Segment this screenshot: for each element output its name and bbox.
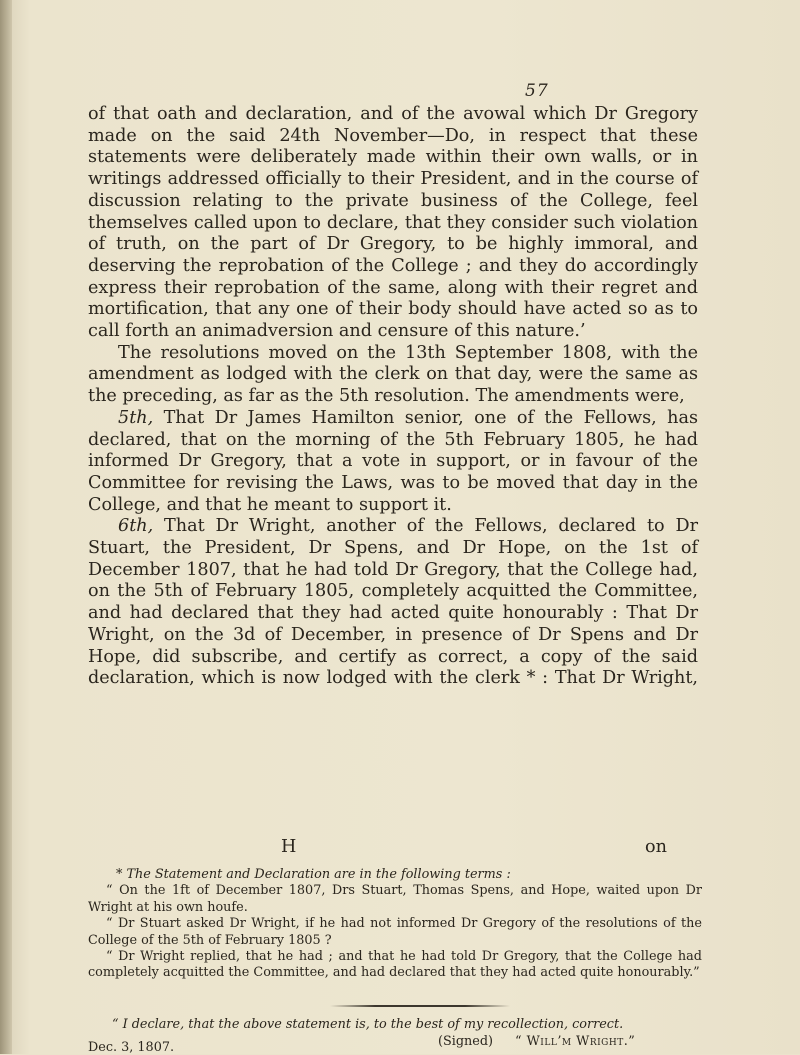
- footnote-line: “ Dr Stuart asked Dr Wright, if he had not informed Dr Gregory of the resolutions of the College of the 5th of February 1805 ?: [88, 916, 702, 948]
- footnote-line: “ Dr Wright replied, that he had ; and that he had told Dr Gregory, that the College had completely acquitted the Committee, and had declared that they had acted quite honourably.”: [88, 949, 702, 981]
- paragraph: [88, 408, 698, 517]
- paragraph: [88, 516, 698, 690]
- paragraph-text: of that oath and declaration, and of the avowal which Dr Gregory made on the said 24th November—Do, in respect that these statements were deliberately made within their own walls, or in writings addressed officially to their President, and in the course of discussion relating to the private business of the College, feel themselves called upon to declare, that they consider such violation of truth, on the part of Dr Gregory, to be highly immoral, and deserving the reprobation of the College ; and they do accordingly express their reprobation of the same, along with their regret and mortification, that any one of their body should have acted so as to call forth an animadversion and censure of this nature.’: [88, 104, 698, 342]
- signature-row: [438, 1034, 635, 1049]
- page-number: 57: [525, 81, 549, 101]
- paragraph: [88, 104, 698, 343]
- page-spine-shadow: [0, 0, 12, 1054]
- catchword: on: [645, 837, 667, 857]
- paragraph-text: The resolutions moved on the 13th September 1808, with the amendment as lodged with the clerk on that day, were the same as the preceding, as far as the 5th resolution. The amendments were,: [88, 342, 698, 407]
- paragraph: [88, 343, 698, 408]
- resolution-number: 6th,: [118, 516, 154, 537]
- footnote: [88, 867, 702, 982]
- footnote-line: “ On the 1ft of December 1807, Drs Stuart, Thomas Spens, and Hope, waited upon Dr Wright at his own houfe.: [88, 883, 702, 915]
- paragraph-text: That Dr James Hamilton senior, one of the Fellows, has declared, that on the morning of the 5th February 1805, he had informed Dr Gregory, that a vote in support, or in favour of the Committee for revising the Laws, was to be moved that day in the College, and that he meant to support it.: [88, 407, 698, 515]
- signed-label: (Signed): [438, 1034, 494, 1049]
- resolution-number: 5th,: [118, 407, 154, 428]
- paragraph-text: That Dr Wright, another of the Fellows, declared to Dr Stuart, the President, Dr Spens, and Dr Hope, on the 1st of December 1807, that he had told Dr Gregory, that the College had, on the 5th of February 1805, completely acquitted the Committee, and had declared that they had acted quite honourably : That Dr Wright, on the 3d of December, in presence of Dr Spens and Dr Hope, did subscribe, and certify as correct, a copy of the said declaration, which is now lodged with the clerk * : That Dr Wright,: [88, 516, 698, 689]
- signatory-name: “ Will’m Wright.”: [515, 1034, 636, 1049]
- signature-mark: H: [281, 837, 297, 857]
- footnote-title: * The Statement and Declaration are in the following terms :: [116, 867, 511, 882]
- footnote-divider-rule: [330, 1005, 510, 1007]
- declaration-text: “ I declare, that the above statement is, to the best of my recollection, correct.: [112, 1017, 624, 1032]
- declaration-date: Dec. 3, 1807.: [88, 1040, 175, 1055]
- main-text-body: [88, 104, 698, 690]
